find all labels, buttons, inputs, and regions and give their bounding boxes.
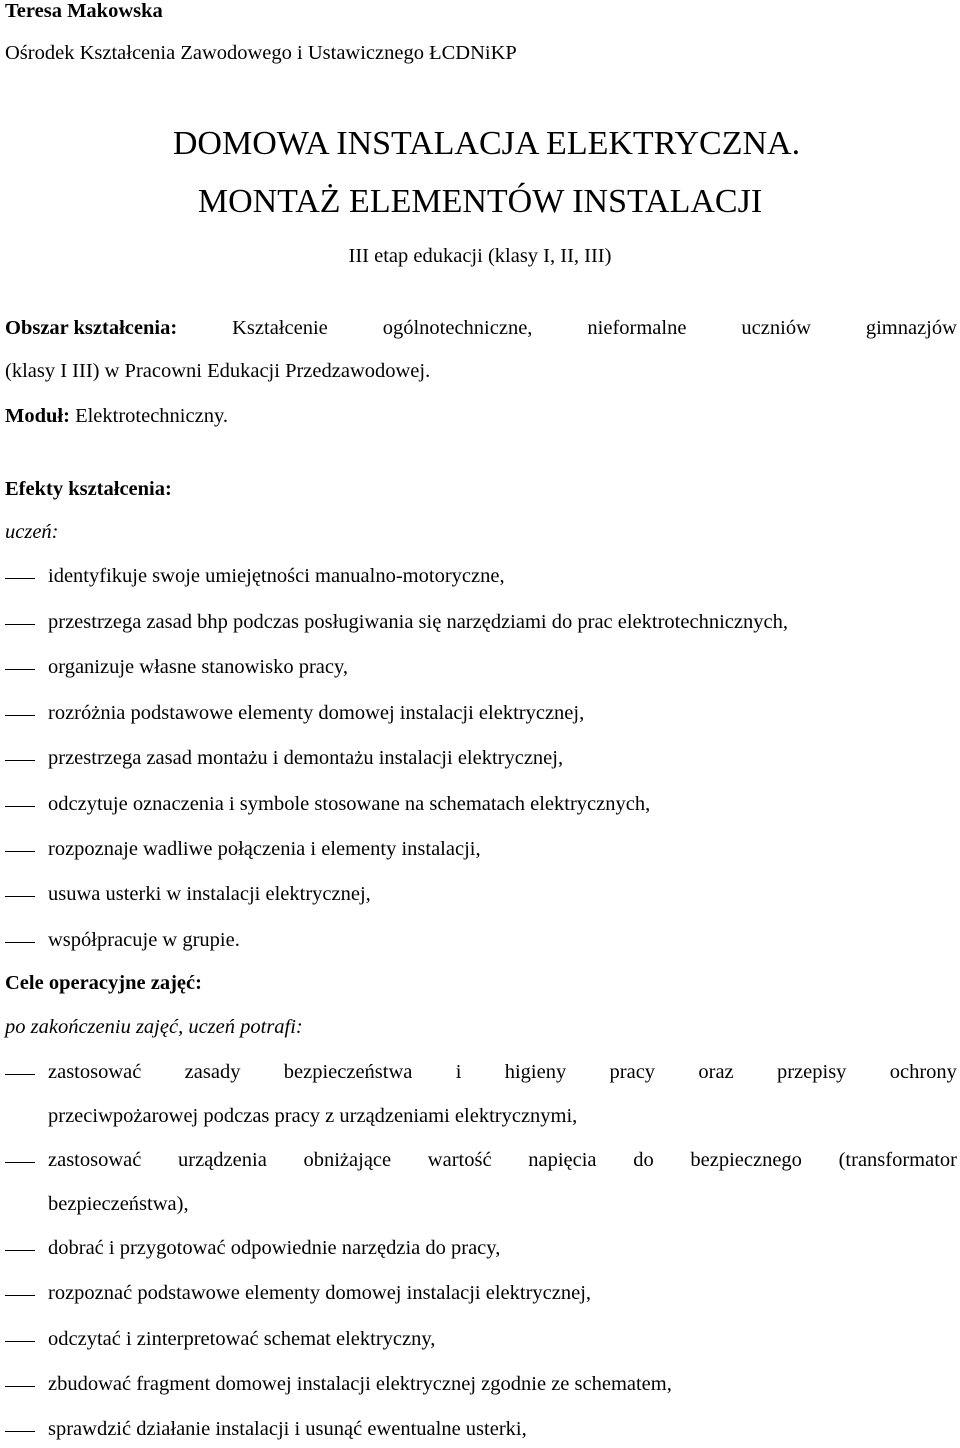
objective-item: zbudować fragment domowej instalacji elektrycznej zgodnie ze schematem, <box>48 1373 672 1395</box>
outcomes-subject: uczeń: <box>5 521 59 543</box>
area-word: gimnazjów <box>865 317 957 339</box>
dash-bullet <box>5 760 35 761</box>
outcome-item: przestrzega zasad montażu i demontażu instalacji elektrycznej, <box>48 747 564 769</box>
objective-word: przepisy <box>776 1061 847 1083</box>
area-word: uczniów <box>741 317 811 339</box>
area-word: ogólnotechniczne, <box>382 317 533 339</box>
objective-item: dobrać i przygotować odpowiednie narzędzia do pracy, <box>48 1237 501 1259</box>
dash-bullet <box>5 806 35 807</box>
document-title-line-2: MONTAŻ ELEMENTÓW INSTALACJI <box>197 183 763 220</box>
objective-word: oraz <box>698 1061 734 1083</box>
objective-word: (transformator <box>838 1149 957 1171</box>
dash-bullet <box>5 1295 35 1296</box>
outcome-item: współpracuje w grupie. <box>48 929 240 951</box>
author-name: Teresa Makowska <box>5 0 163 22</box>
objective-word: pracy <box>609 1061 656 1083</box>
dash-bullet <box>5 1431 35 1432</box>
dash-bullet <box>5 1250 35 1251</box>
dash-bullet <box>5 624 35 625</box>
institution-name: Ośrodek Kształcenia Zawodowego i Ustawicznego ŁCDNiKP <box>5 42 517 64</box>
area-line-1 <box>5 317 957 340</box>
objective-item: odczytać i zinterpretować schemat elektryczny, <box>48 1328 436 1350</box>
dash-bullet <box>5 851 35 852</box>
dash-bullet <box>5 578 35 579</box>
dash-bullet <box>5 1162 35 1163</box>
objective-word: zastosować <box>48 1149 142 1171</box>
objective-word: bezpieczeństwa <box>283 1061 413 1083</box>
dash-bullet <box>5 1074 35 1075</box>
objective-word: do <box>633 1149 654 1171</box>
dash-bullet <box>5 896 35 897</box>
outcome-item: usuwa usterki w instalacji elektrycznej, <box>48 883 371 905</box>
education-stage: III etap edukacji (klasy I, II, III) <box>348 245 612 267</box>
objective-item-1-line-2: przeciwpożarowej podczas pracy z urządzeniami elektrycznymi, <box>48 1105 578 1127</box>
objectives-heading: Cele operacyjne zajęć: <box>5 972 202 994</box>
module-line <box>5 405 228 428</box>
objective-item: sprawdzić działanie instalacji i usunąć ewentualne usterki, <box>48 1418 527 1440</box>
dash-bullet <box>5 715 35 716</box>
objective-word: i <box>455 1061 462 1083</box>
module-label: Moduł: <box>5 405 70 427</box>
objective-item-2-line-2: bezpieczeństwa), <box>48 1193 189 1215</box>
outcome-item: rozpoznaje wadliwe połączenia i elementy instalacji, <box>48 838 481 860</box>
dash-bullet <box>5 1341 35 1342</box>
area-word: nieformalne <box>587 317 687 339</box>
area-label: Obszar kształcenia: <box>5 317 178 339</box>
outcomes-heading: Efekty kształcenia: <box>5 478 172 500</box>
objectives-subject: po zakończeniu zajęć, uczeń potrafi: <box>5 1016 303 1038</box>
objective-word: zasady <box>184 1061 241 1083</box>
outcome-item: identyfikuje swoje umiejętności manualno-motoryczne, <box>48 565 505 587</box>
objective-word: ochrony <box>889 1061 957 1083</box>
outcome-item: przestrzega zasad bhp podczas posługiwania się narzędziami do prac elektrotechnicznych, <box>48 611 788 633</box>
module-value: Elektrotechniczny. <box>75 405 228 427</box>
objective-item: rozpoznać podstawowe elementy domowej instalacji elektrycznej, <box>48 1282 592 1304</box>
objective-word: wartość <box>427 1149 492 1171</box>
objective-word: obniżające <box>303 1149 392 1171</box>
document-title-line-1: DOMOWA INSTALACJA ELEKTRYCZNA. <box>172 125 801 162</box>
objective-word: urządzenia <box>178 1149 267 1171</box>
outcome-item: rozróżnia podstawowe elementy domowej instalacji elektrycznej, <box>48 702 585 724</box>
objective-word: zastosować <box>48 1061 142 1083</box>
area-word: Kształcenie <box>232 317 328 339</box>
dash-bullet <box>5 1386 35 1387</box>
objective-word: bezpiecznego <box>690 1149 802 1171</box>
dash-bullet <box>5 942 35 943</box>
objective-word: higieny <box>504 1061 567 1083</box>
objective-word: napięcia <box>528 1149 597 1171</box>
objective-item-2-line-1 <box>48 1149 957 1172</box>
dash-bullet <box>5 669 35 670</box>
outcome-item: odczytuje oznaczenia i symbole stosowane na schematach elektrycznych, <box>48 793 651 815</box>
outcome-item: organizuje własne stanowisko pracy, <box>48 656 349 678</box>
objective-item-1-line-1 <box>48 1061 957 1084</box>
area-line-2: (klasy I III) w Pracowni Edukacji Przedzawodowej. <box>5 360 431 382</box>
